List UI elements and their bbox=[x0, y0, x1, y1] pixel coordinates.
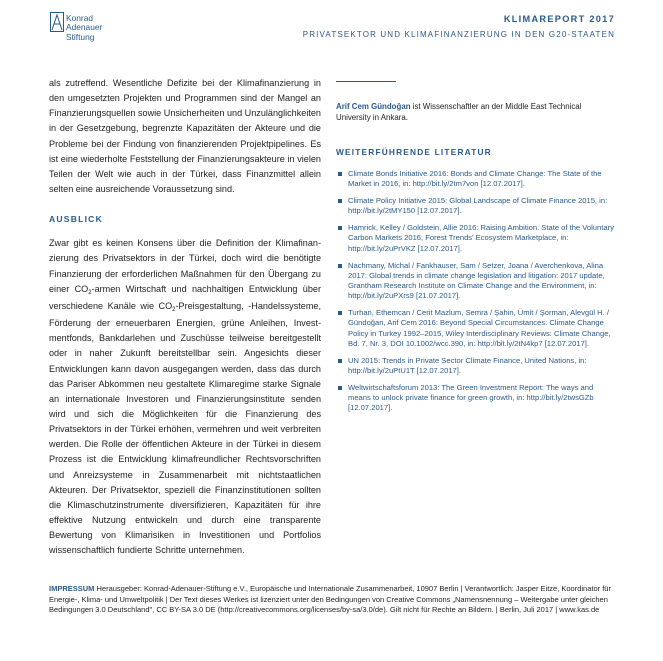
section-heading-ausblick: AUSBLICK bbox=[49, 214, 103, 225]
logo-line: Stiftung bbox=[66, 31, 95, 42]
author-bio bbox=[336, 101, 616, 124]
reference-item: UN 2015: Trends in Private Sector Climate Finance, United Nations, in: http://bit.ly/2uPtU1T [12.07.2017]. bbox=[336, 356, 616, 376]
ausblick-text-1: Zwar gibt es keinen Konsens über die Definition der Klimafinanzierung des Privatsektors in der Türkei, doch wird die benötigte Finanzierung der erforderlichen Maßnahmen für den Übergang zu einer CO bbox=[49, 238, 321, 294]
reference-item: Climate Policy Initiative 2015: Global Landscape of Climate Finance 2015, in: http://bit.ly/2tMY150 [12.07.2017]. bbox=[336, 196, 616, 216]
impressum-label: IMPRESSUM bbox=[49, 584, 95, 593]
reference-item: Hamrick, Kelley / Goldstein, Allie 2016: Raising Ambition. State of the Voluntary Carbon Markets 2016, Forest Trends' Ecosystem Marketplace, in: http://bit.ly/2uPrVKZ [12.07.2017]. bbox=[336, 223, 616, 254]
ausblick-paragraph bbox=[49, 236, 321, 558]
reference-item: Climate Bonds Initiative 2016: Bonds and Climate Change: The State of the Market in 2016, in: http://bit.ly/2tm7von [12.07.2017]. bbox=[336, 169, 616, 189]
reference-item: Nachmany, Michal / Fankhauser, Sam / Setzer, Joana / Averchenkova, Alina 2017: Global trends in climate change legislation and litigation: 2017 update, Grantham Research Institute on Climate Change and the Environment, in: http://bit.ly/2uPXrs9 [21.07.2017]. bbox=[336, 261, 616, 302]
author-name: Arif Cem Gündoğan bbox=[336, 102, 411, 111]
intro-paragraph: als zutreffend. Wesentliche Defizite bei der Klimafinanzierung in den umgesetzten Projekten und Programmen sind der Mangel an Finanzierungsquellen sowie Unsicherheiten und Unzulänglichkeiten in der Gesetzgebung, begrenzte Kapazitäten der Akteure und die Probleme bei der Findung von finanzierenden Projektpipelines. Es ist eine wiederholte Feststellung der Finanzierungsakteure in vielen Teilen der Welt wie auch in der Türkei, dass Finanzmittel allein selten eine ausreichende Voraussetzung sind. bbox=[49, 78, 321, 195]
divider bbox=[336, 81, 396, 82]
left-column bbox=[49, 76, 321, 559]
kas-logo-icon bbox=[50, 12, 64, 32]
report-title: KLIMAREPORT 2017 bbox=[503, 14, 615, 24]
impressum-text: Herausgeber: Konrad-Adenauer-Stiftung e.V., Europäische und Internationale Zusammenarbeit, 10907 Berlin | Verantwortlich: Jasper Eitze, Koordinator für Energie-, Klima- und Umweltpolitik | Der Text dieses Werkes ist lizenziert unter den Bedingungen von Creative Commons „Namensnennung – Weitergabe unter gleichen Bedingungen 3.0 Deutschland", CC BY-SA 3.0 DE (http://creativecommons.org/licenses/by-sa/3.0/de). Gilt nicht für Rechte an Bildern. | Berlin, Juli 2017 | www.kas.de bbox=[49, 584, 611, 615]
kas-logo bbox=[50, 12, 130, 48]
literature-heading: WEITERFÜHRENDE LITERATUR bbox=[336, 146, 492, 157]
ausblick-text-3: -Preisgestaltung, -Handelssysteme, Förderung der erneuerbaren Energien, grüne Anleihen, Investmentfonds, Bankdarlehen und Zuschüsse teilweise bereitgestellt oder in naher Zukunft bereitstellbar sein. Angesichts dieser Entwicklungen kann davon ausgegangen werden, dass das durch das Pariser Abkommen neu gestaltete Klimaregime starke Signale an internationale Investoren und Finanzierungsinstitute senden wird und sich die Möglichkeiten für die Finanzierung des Privatsektors in der Türkei erhöhen, vermehren und weit verbreiten werden. Die Rolle der öffentlichen Akteure in der Türkei in diesem Prozess ist die Entwicklung klimafreundlicher Rechtsvorschriften und Anreizsysteme in Zusammenarbeit mit nichtstaatlichen Akteuren. Der Privatsektor, speziell die Finanzinstitutionen sollten die Klimaschutzinstrumente diversifizieren, Kapazitäten für ihre effektive Nutzung entwickeln und durch eine transparente Bewertung von Klimarisiken in Investitionen und Portfolios wissenschaftlich fundierte Schritte unternehmen. bbox=[49, 300, 321, 556]
co2-subscript: 2 bbox=[172, 306, 176, 313]
right-column bbox=[336, 76, 616, 420]
reference-list bbox=[336, 169, 616, 414]
logo-line: Konrad bbox=[66, 13, 94, 23]
co2-subscript: 2 bbox=[88, 289, 92, 296]
logo-line: Adenauer bbox=[66, 22, 103, 33]
author-description: ist Wissenschaftler an der Middle East Technical University in Ankara. bbox=[336, 102, 582, 123]
reference-item: Weltwirtschaftsforum 2013: The Green Investment Report: The ways and means to unlock private finance for green growth, in: http://bit.ly/2twsGZb [12.07.2017]. bbox=[336, 383, 616, 414]
report-subtitle: PRIVATSEKTOR UND KLIMAFINANZIERUNG IN DEN G20-STAATEN bbox=[302, 30, 615, 39]
impressum bbox=[49, 584, 629, 616]
ausblick-text-2: -armen Wirtschaft und nachhaltigen Entwicklung über verschiedene Kanäle wie CO bbox=[49, 283, 321, 311]
reference-item: Turhan, Ethemcan / Cerit Mazlum, Semra / Şahin, Ümit / Şorman, Alevgül H. / Gündoğan, Arif Cem 2016: Beyond Special Circumstances: Climate Change Policy in Turkey 1992–2015, Wiley Interdisciplinary Reviews: Climate Change, Bd. 7, Nr. 3, DOI 10.1002/wcc.390, in: http://bit.ly/2tN4kp7 [12.07.2017]. bbox=[336, 308, 616, 349]
